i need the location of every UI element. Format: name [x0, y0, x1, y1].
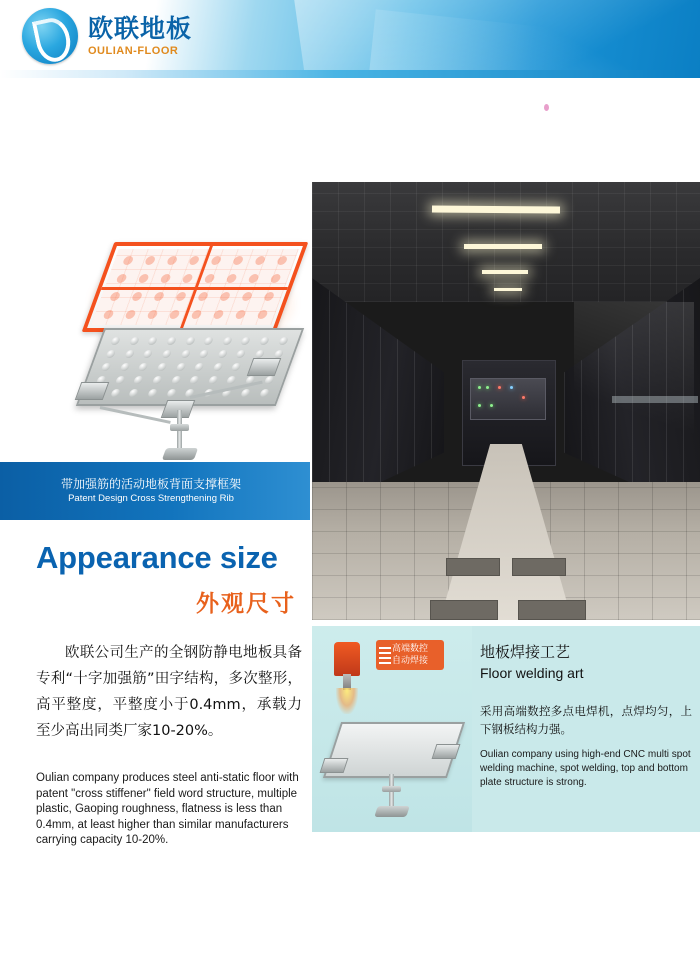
- welding-title-en: Floor welding art: [480, 665, 584, 681]
- welding-text-block: [480, 642, 692, 790]
- welding-body-cn: 采用高端数控多点电焊机，点焊均匀，上下钢板结构力强。: [480, 704, 692, 736]
- weld-pedestal-base: [374, 806, 410, 817]
- cross-rib-horizontal: [101, 287, 288, 290]
- data-center-aisle-photo: [312, 182, 700, 620]
- photo-floor-vent: [518, 600, 586, 620]
- support-brace-left: [100, 406, 171, 424]
- photo-rack-led: [490, 404, 493, 407]
- welding-illustration: [312, 626, 472, 832]
- welding-badge-line-2: 自动焊接: [392, 656, 429, 666]
- brand-logo: [22, 8, 192, 64]
- section-body-en: Oulian company produces steel anti-static floor with patent "cross stiffener" field word structure, multiple plastic, Gaoping roughness, flatness is less than 0.4mm, at least higher than similar manufacturers carrying capacity 10-20%.: [36, 772, 299, 846]
- section-heading-en: Appearance size: [36, 540, 278, 575]
- section-body-cn: 欧联公司生产的全钢防静电地板具备专利“十字加强筋”田字结构，多次整形，高平整度，平整度小于0.4mm，承载力至少高出同类厂家10-20%。: [36, 645, 302, 739]
- welding-torch-icon: [334, 642, 360, 676]
- photo-ceiling-lamp-4: [494, 288, 522, 291]
- brand-name-cn: 欧联地板: [88, 13, 193, 43]
- caption-text-cn: 带加强筋的活动地板背面支撑框架: [60, 477, 241, 491]
- wave-drop-logo-icon: [22, 8, 78, 64]
- welding-body-en: Oulian company using high-end CNC multi spot welding machine, spot welding, top and bottom plate structure is strong.: [480, 749, 691, 788]
- photo-floor-vent: [430, 600, 498, 620]
- brand-name-en: OULIAN-FLOOR: [88, 44, 179, 57]
- floor-panel-illustration: [60, 210, 310, 460]
- photo-ceiling-grid: [312, 182, 700, 302]
- photo-rack-detail-left: [312, 278, 444, 514]
- welding-badge-line-1: 高端数控: [392, 644, 429, 654]
- pedestal-stand: [164, 410, 194, 466]
- photo-rack-led: [510, 386, 513, 389]
- pedestal-base: [162, 448, 198, 460]
- welding-title-cn: 地板焊接工艺: [480, 643, 571, 661]
- welding-badge: [376, 640, 444, 670]
- illustration-caption-bar: [0, 462, 310, 520]
- pedestal-nut: [170, 424, 189, 431]
- header-underline: [0, 70, 700, 78]
- section-heading-cn: 外观尺寸: [196, 591, 296, 617]
- photo-ceiling-lamp-3: [482, 270, 528, 274]
- weld-pedestal-head-left: [320, 758, 349, 773]
- photo-ceiling-lamp-1: [432, 205, 560, 213]
- photo-floor-vent: [512, 558, 566, 576]
- photo-rack-led: [486, 386, 489, 389]
- photo-rack-led: [478, 386, 481, 389]
- weld-spark-decoration: [336, 688, 358, 714]
- cross-rib-tile-top: [82, 242, 309, 332]
- weld-pedestal-stand: [376, 774, 406, 824]
- pink-dot-decoration: [544, 104, 549, 111]
- photo-glass-reflection: [574, 302, 694, 482]
- photo-rack-led: [522, 396, 525, 399]
- photo-rack-led: [478, 404, 481, 407]
- weld-pedestal-head-right: [432, 744, 461, 759]
- photo-ceiling-lamp-2: [464, 244, 542, 249]
- photo-end-rack-panel: [470, 378, 546, 420]
- photo-rack-led: [498, 386, 501, 389]
- page-header: [0, 0, 700, 78]
- weld-pedestal-nut: [382, 786, 401, 792]
- photo-floor-vent: [446, 558, 500, 576]
- brand-logo-text: [88, 13, 193, 57]
- cnc-machine-icon: [379, 646, 391, 664]
- caption-text-en: Patent Design Cross Strengthening Rib: [68, 493, 234, 504]
